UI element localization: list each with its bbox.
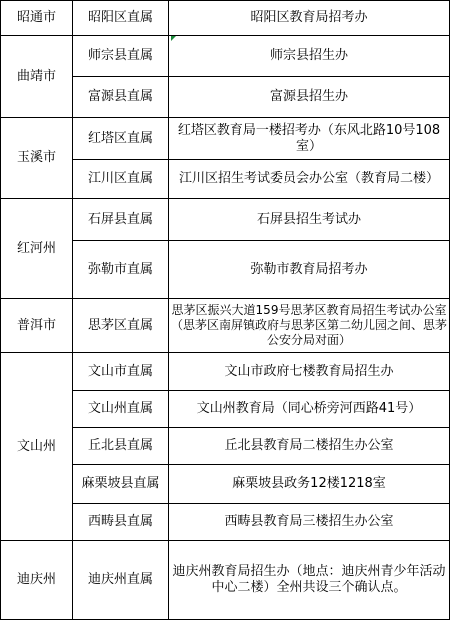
office-cell: 昭阳区教育局招考办 xyxy=(169,1,450,36)
unit-cell: 麻栗坡县直属 xyxy=(73,465,169,504)
office-cell: 富源县招生办 xyxy=(169,77,450,118)
city-cell: 迪庆州 xyxy=(1,541,73,620)
office-cell: 文山州教育局（同心桥旁河西路41号） xyxy=(169,391,450,428)
city-cell: 文山州 xyxy=(1,353,73,541)
city-cell: 昭通市 xyxy=(1,1,73,36)
unit-cell: 文山州直属 xyxy=(73,391,169,428)
unit-cell: 江川区直属 xyxy=(73,160,169,199)
unit-cell: 富源县直属 xyxy=(73,77,169,118)
office-cell: 迪庆州教育局招生办（地点：迪庆州青少年活动中心二楼）全州共设三个确认点。 xyxy=(169,541,450,620)
table-row xyxy=(1,299,450,353)
office-cell: 石屏县招生考试办 xyxy=(169,199,450,241)
unit-cell: 文山市直属 xyxy=(73,353,169,391)
unit-cell: 弥勒市直属 xyxy=(73,241,169,299)
unit-cell: 丘北县直属 xyxy=(73,428,169,465)
table-row xyxy=(1,1,450,36)
office-cell: 思茅区振兴大道159号思茅区教育局招生考试办公室（思茅区南屏镇政府与思茅区第二幼儿园之间、思茅公安分局对面） xyxy=(169,299,450,353)
unit-cell: 思茅区直属 xyxy=(73,299,169,353)
office-cell: 文山市政府七楼教育局招生办 xyxy=(169,353,450,391)
office-cell: 师宗县招生办 xyxy=(169,36,450,77)
city-cell: 红河州 xyxy=(1,199,73,299)
office-cell: 麻栗坡县政务12楼1218室 xyxy=(169,465,450,504)
office-cell: 江川区招生考试委员会办公室（教育局二楼） xyxy=(169,160,450,199)
city-cell: 玉溪市 xyxy=(1,118,73,199)
city-cell: 曲靖市 xyxy=(1,36,73,118)
unit-cell: 昭阳区直属 xyxy=(73,1,169,36)
city-cell: 普洱市 xyxy=(1,299,73,353)
unit-cell: 西畴县直属 xyxy=(73,504,169,541)
table-row xyxy=(1,199,450,241)
office-cell: 西畴县教育局三楼招生办公室 xyxy=(169,504,450,541)
unit-cell: 师宗县直属 xyxy=(73,36,169,77)
comment-indicator xyxy=(171,36,176,41)
unit-cell: 石屏县直属 xyxy=(73,199,169,241)
unit-cell: 迪庆州直属 xyxy=(73,541,169,620)
table-row xyxy=(1,541,450,620)
office-cell: 红塔区教育局一楼招考办（东风北路10号108室） xyxy=(169,118,450,160)
table-row xyxy=(1,36,450,77)
office-cell: 丘北县教育局二楼招生办公室 xyxy=(169,428,450,465)
table-row xyxy=(1,353,450,391)
unit-cell: 红塔区直属 xyxy=(73,118,169,160)
table-row xyxy=(1,118,450,160)
office-cell: 弥勒市教育局招考办 xyxy=(169,241,450,299)
